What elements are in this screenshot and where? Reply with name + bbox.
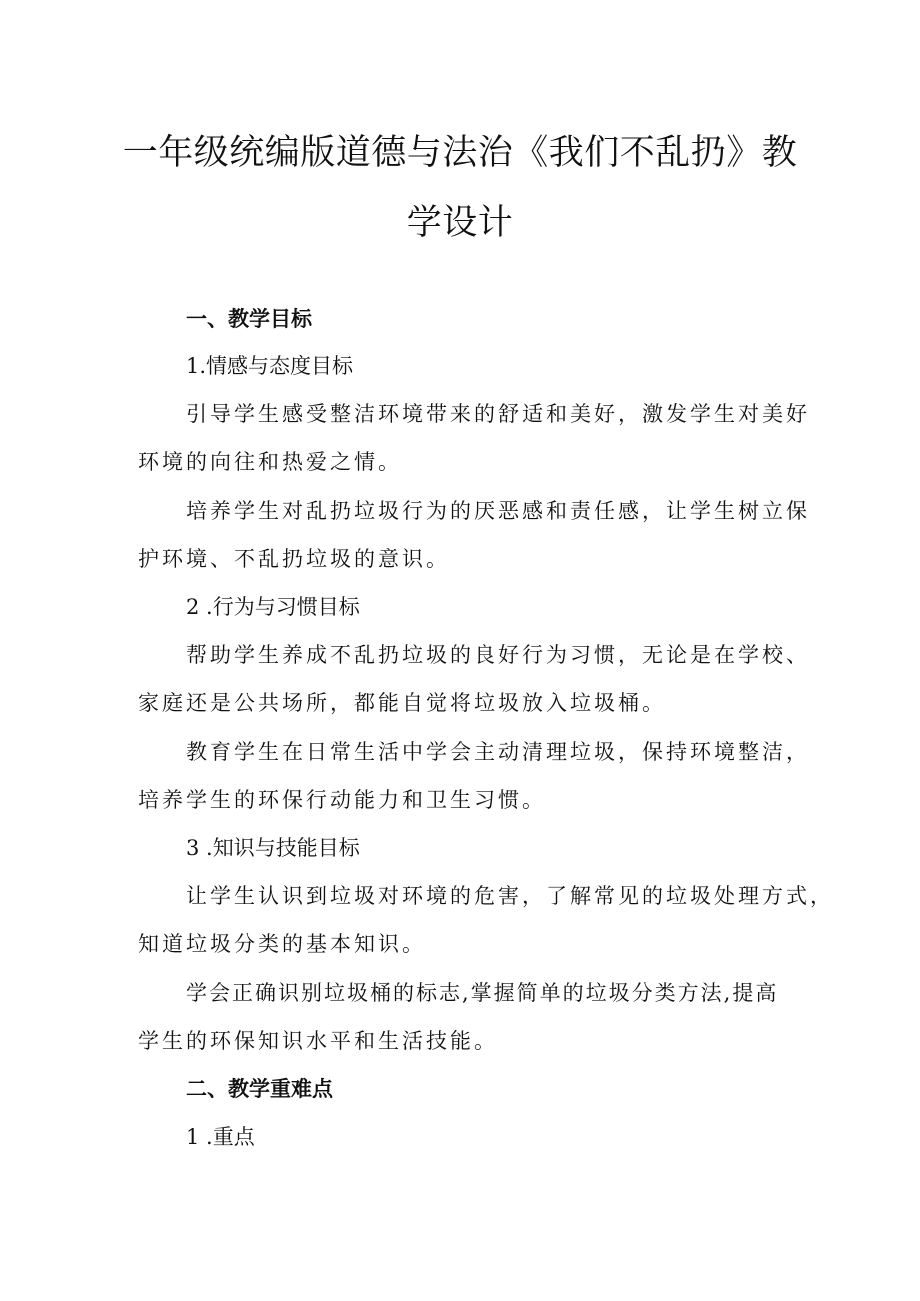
subheading-key-points: 1 .重点 (186, 1125, 255, 1149)
paragraph-line: 护环境、不乱扔垃圾的意识。 (138, 547, 450, 571)
paragraph-line: 家庭还是公共场所，都能自觉将垃圾放入垃圾桶。 (138, 691, 666, 715)
document-title-line-2: 学设计 (406, 203, 514, 243)
subheading-behavior-habit: 2 .行为与习惯目标 (186, 595, 360, 619)
paragraph-line: 培养学生对乱扔垃圾行为的厌恶感和责任感，让学生树立保 (186, 499, 810, 523)
subheading-emotion-attitude: 1.情感与态度目标 (186, 354, 354, 378)
paragraph-line: 教育学生在日常生活中学会主动清理垃圾，保持环境整洁， (186, 740, 810, 764)
paragraph-line: 学生的环保知识水平和生活技能。 (138, 1029, 498, 1053)
section-heading-key-difficult-points: 二、教学重难点 (186, 1077, 333, 1101)
paragraph-line: 环境的向往和热爱之情。 (138, 450, 402, 474)
paragraph-line: 知道垃圾分类的基本知识。 (138, 932, 426, 956)
paragraph-line: 培养学生的环保行动能力和卫生习惯。 (138, 788, 546, 812)
paragraph-line: 学会正确识别垃圾桶的标志,掌握简单的垃圾分类方法,提高 (186, 981, 779, 1005)
subheading-knowledge-skills: 3 .知识与技能目标 (186, 836, 360, 860)
document-title-line-1: 一年级统编版道德与法治《我们不乱扔》教 (122, 133, 798, 173)
paragraph-line: 引导学生感受整洁环境带来的舒适和美好，激发学生对美好 (186, 402, 810, 426)
section-heading-teaching-goals: 一、教学目标 (186, 307, 312, 331)
paragraph-line: 帮助学生养成不乱扔垃圾的良好行为习惯，无论是在学校、 (186, 643, 810, 667)
paragraph-line: 让学生认识到垃圾对环境的危害，了解常见的垃圾处理方式， (186, 884, 834, 908)
